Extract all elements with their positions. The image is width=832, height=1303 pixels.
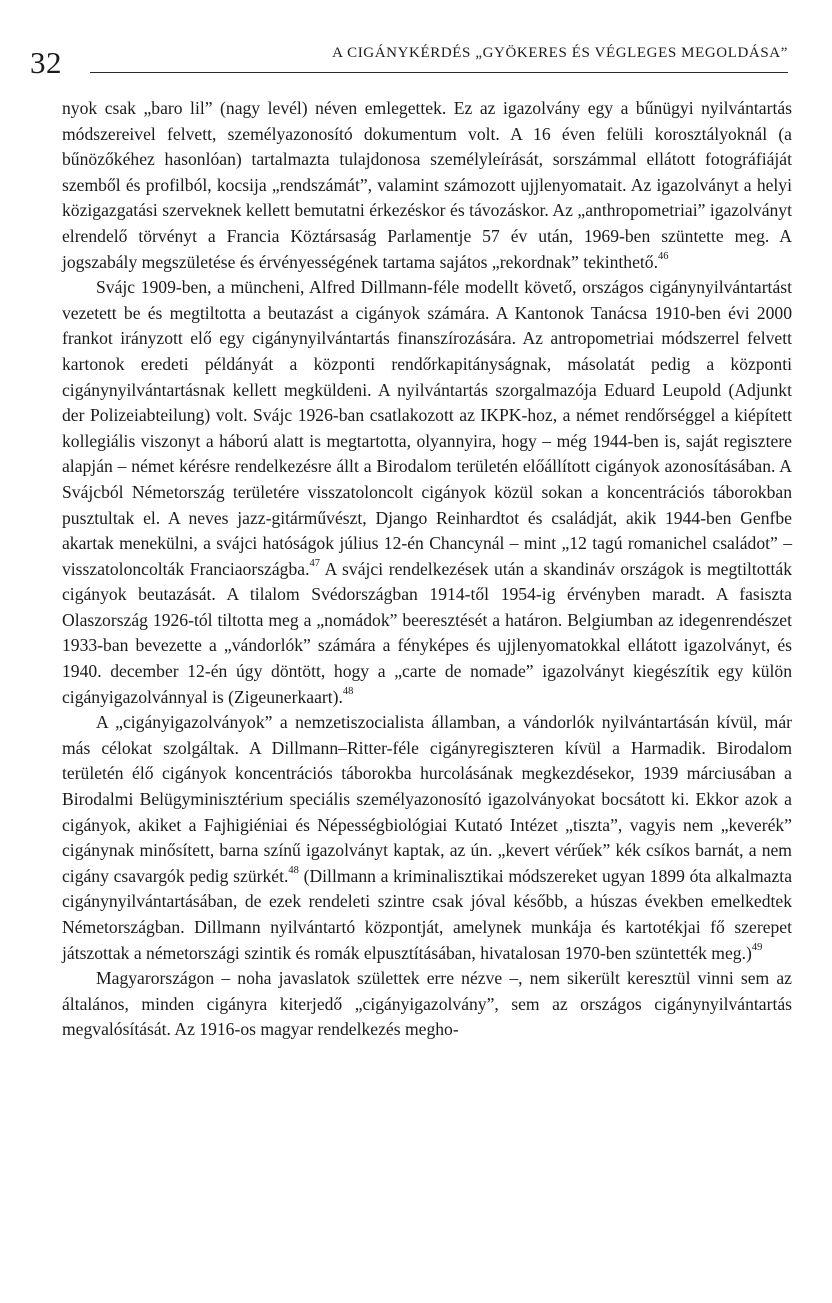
footnote-marker: 46 xyxy=(658,250,669,262)
paragraph xyxy=(62,275,792,710)
page-number: 32 xyxy=(30,45,62,80)
running-title: A CIGÁNYKÉRDÉS „GYÖKERES ÉS VÉGLEGES MEGOLDÁSA” xyxy=(332,45,788,61)
paragraph xyxy=(62,966,792,1043)
paragraph-text: A „cigányigazolványok” a nemzetiszocialista államban, a vándorlók nyilvántartásán kívül, már más célokat szolgáltak. A Dillmann–Ritter-féle cigányregiszteren kívül a Harmadik. Birodalom területén élő cigányok koncentrációs táborokba hurcolásának megkezdésekor, 1939 márciusában a Birodalmi Belügyminisztérium speciális személyazonosító igazolványokat bocsátott ki. Ekkor azok a cigányok, akiket a Fajhigiéniai és Népességbiológiai Kutató Intézet „tiszta”, vagyis nem „keverék” cigánynak minősített, barna színű igazolványt kaptak, az ún. „kevert vérűek” kék csíkos barnát, a nem cigány csavargók pedig szürkét. xyxy=(62,712,792,886)
paragraph-text: Magyarországon – noha javaslatok születtek erre nézve –, nem sikerült keresztül vinni sem az általános, minden cigányra kiterjedő „cigányigazolvány”, sem az országos cigánynyilvántartás megvalósítását. Az 1916-os magyar rendelkezés megho- xyxy=(62,968,792,1040)
paragraph-text: (Dillmann a kriminalisztikai módszereket ugyan 1899 óta alkalmazta cigánynyilvántartásában, de ezek rendeleti szintre csak jóval később, a húszas években emelkedtek Németországban. Dillmann nyilvántartó központját, amelynek munkája és kartotékjai fő szerepet játszottak a németországi szintik és romák elpusztításában, hivatalosan 1970-ben szüntették meg.) xyxy=(62,865,793,963)
footnote-marker: 48 xyxy=(288,864,299,876)
footnote-marker: 47 xyxy=(309,557,320,569)
paragraph-text: A svájci rendelkezések után a skandináv országok is megtiltották cigányok beutazását. A tilalom Svédországban 1914-től 1954-ig érvényben maradt. A fasiszta Olaszország 1926-tól tiltotta meg a „nomádok” beeresztését a határon. Belgiumban az idegenrendészet 1933-ban bevezette a „vándorlók” számára a fényképes és ujjlenyomatokkal ellátott igazolványt, és 1940. december 12-én úgy döntött, hogy a „carte de nomade” igazolványt kiegészítik egy külön cigányigazolvánnyal is (Zigeunerkaart). xyxy=(62,558,792,707)
paragraph-text: nyok csak „baro lil” (nagy levél) néven emlegettek. Ez az igazolvány egy a bűnügyi nyilvántartás módszereivel felvett, személyazonosító dokumentum volt. A 16 éven felüli korosztályoknál (a bűnözőkéhez hasonlóan) tartalmazta tulajdonosa személyleírását, sorszámmal ellátott fotográfiáját szemből és profilból, kocsija „rendszámát”, valamint számozott ujjlenyomatait. Az igazolványt a helyi közigazgatási szerveknek kellett bemutatni érkezéskor és távozáskor. Az „anthropometriai” igazolványt elrendelő törvényt a Francia Köztársaság Parlamentje 57 év után, 1969-ben szüntette meg. A jogszabály megszületése és érvényességének tartama sajátos „rekordnak” tekinthető. xyxy=(62,98,792,272)
footnote-marker: 49 xyxy=(751,941,763,953)
footnote-marker: 48 xyxy=(342,685,354,697)
header-rule xyxy=(90,72,788,73)
page-header xyxy=(30,38,788,88)
paragraph xyxy=(62,710,792,966)
paragraph-text: Svájc 1909-ben, a müncheni, Alfred Dillmann-féle modellt követő, országos cigánynyilvántartást vezetett be és megtiltotta a beutazást a cigányok számára. A Kantonok Tanácsa 1910-ben évi 2000 frankot irányzott elő egy cigánynyilvántartás finanszírozására. Az antropometriai módszerrel felvett kartonok eredeti példányát a központi rendőrkapitányságnak, másolatát pedig a központi cigánynyilvántartásnak kellett megküldeni. A nyilvántartás szorgalmazója Eduard Leupold (Adjunkt der Polizeiabteilung) volt. Svájc 1926-ban csatlakozott az IKPK-hoz, a német rendőrséggel a kiépített kollegiális viszonyt a háború alatt is megtartotta, olyannyira, hogy – még 1944-ben is, saját regisztere alapján – német kérésre rendelkezésre állt a Birodalom területén előállított cigányok azonosításában. A Svájcból Németország területére visszatoloncolt cigányok közül sokan a koncentrációs táborokban pusztultak el. A neves jazz-gitárművészt, Django Reinhardtot és családját, akik 1944-ben Genfbe akartak menekülni, a svájci hatóságok július 12-én Chancynál – mint „12 tagú romanichel családot” – visszatoloncolták Franciaországba. xyxy=(62,277,792,579)
paragraph xyxy=(62,96,792,275)
body-text xyxy=(62,96,792,1043)
